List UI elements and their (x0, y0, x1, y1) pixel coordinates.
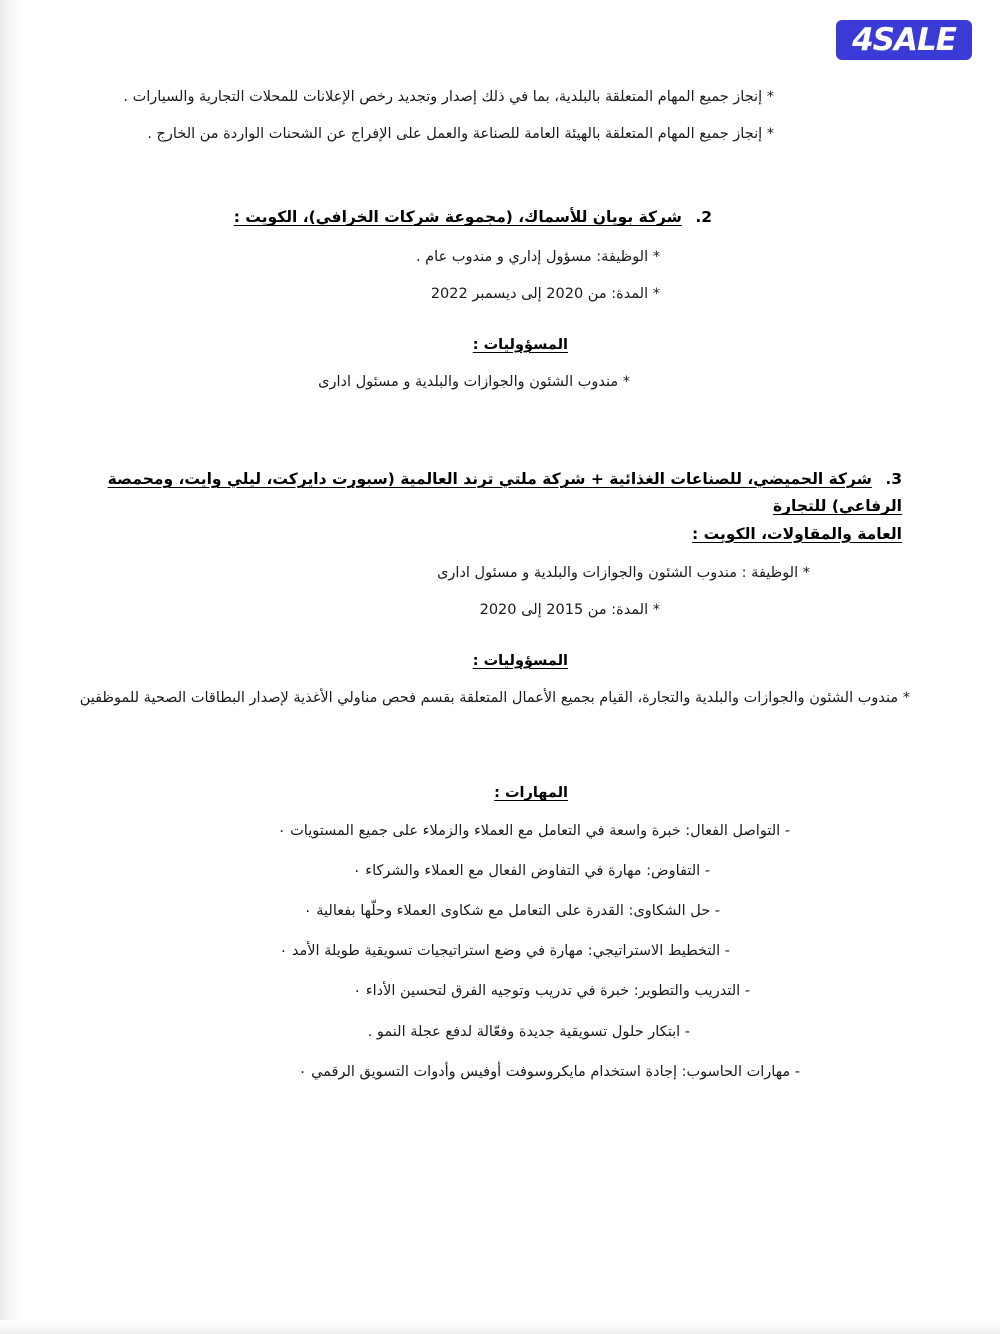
responsibilities-label: المسؤوليات : (472, 653, 568, 669)
section-detail: * المدة: من 2015 إلى 2020 (479, 601, 660, 618)
section-detail: * الوظيفة : مندوب الشئون والجوازات والبلدية و مسئول ادارى (437, 564, 810, 581)
spacer (40, 357, 960, 371)
section-heading-2 (40, 204, 960, 231)
skill-item: - التدريب والتطوير: خبرة في تدريب وتوجيه الفرق لتحسين الأداء ٠ (353, 983, 750, 1000)
page-edge-shadow-left (0, 0, 22, 1334)
bullet-item: * إنجاز جميع المهام المتعلقة بالهيئة العامة للصناعة والعمل على الإفراج عن الشحنات الواردة من الخارج . (147, 126, 774, 143)
document-body (40, 86, 960, 1101)
responsibility-item: * مندوب الشئون والجوازات والبلدية و مسئول ادارى (318, 374, 630, 391)
section-number: 2. (695, 208, 712, 227)
section-detail: * المدة: من 2020 إلى ديسمبر 2022 (430, 285, 660, 302)
skill-item: - التواصل الفعال: خبرة واسعة في التعامل مع العملاء والزملاء على جميع المستويات ٠ (277, 822, 790, 839)
spacer (40, 806, 960, 820)
brand-logo-badge (836, 20, 972, 60)
skills-label: المهارات : (494, 785, 568, 802)
spacer (40, 408, 960, 466)
skill-item: - ابتكار حلول تسويقية جديدة وفعّالة لدفع عجلة النمو . (367, 1023, 690, 1040)
section-title-line-2: العامة والمقاولات، الكويت : (692, 524, 902, 543)
section-title-line-1: شركة الحميضي، للصناعات الغذائية + شركة ملتي ترند العالمية (سبورت دايركت، ليلي وايت، ومحمصة الرفاعي) للتجارة (107, 470, 902, 516)
section-number: 3. (885, 470, 902, 489)
section-heading-3-cont (40, 521, 960, 548)
brand-logo-text: 4SALE (852, 21, 956, 58)
spacer (40, 320, 960, 334)
section-detail: * الوظيفة: مسؤول إداري و مندوب عام . (415, 248, 660, 265)
spacer (40, 636, 960, 650)
spacer (40, 724, 960, 782)
skill-item: - التفاوض: مهارة في التفاوض الفعال مع العملاء والشركاء ٠ (352, 862, 710, 879)
bullet-item: * إنجاز جميع المهام المتعلقة بالبلدية، بما في ذلك إصدار وتجديد رخص الإعلانات للمحلات التجارية والسيارات . (123, 89, 774, 105)
skill-item: - حل الشكاوى: القدرة على التعامل مع شكاوى العملاء وحلّها بفعالية ٠ (303, 902, 720, 919)
spacer (40, 232, 960, 246)
page-edge-shadow-bottom (0, 1320, 1000, 1334)
section-heading-3 (40, 466, 960, 520)
skill-item: - التخطيط الاستراتيجي: مهارة في وضع استراتيجيات تسويقية طويلة الأمد ٠ (279, 943, 730, 960)
responsibility-item: * مندوب الشئون والجوازات والبلدية والتجارة، القيام بجميع الأعمال المتعلقة بقسم فحص مناولي الأغذية لإصدار البطاقات الصحية للموظفين (79, 690, 910, 707)
responsibilities-label: المسؤوليات : (472, 336, 568, 353)
spacer (40, 548, 960, 562)
skill-item: - مهارات الحاسوب: إجادة استخدام مايكروسوفت أوفيس وأدوات التسويق الرقمي ٠ (298, 1063, 800, 1080)
spacer (40, 160, 960, 204)
spacer (40, 673, 960, 687)
section-title: شركة بويان للأسماك، (مجموعة شركات الخرافي)، الكويت : (233, 208, 682, 227)
